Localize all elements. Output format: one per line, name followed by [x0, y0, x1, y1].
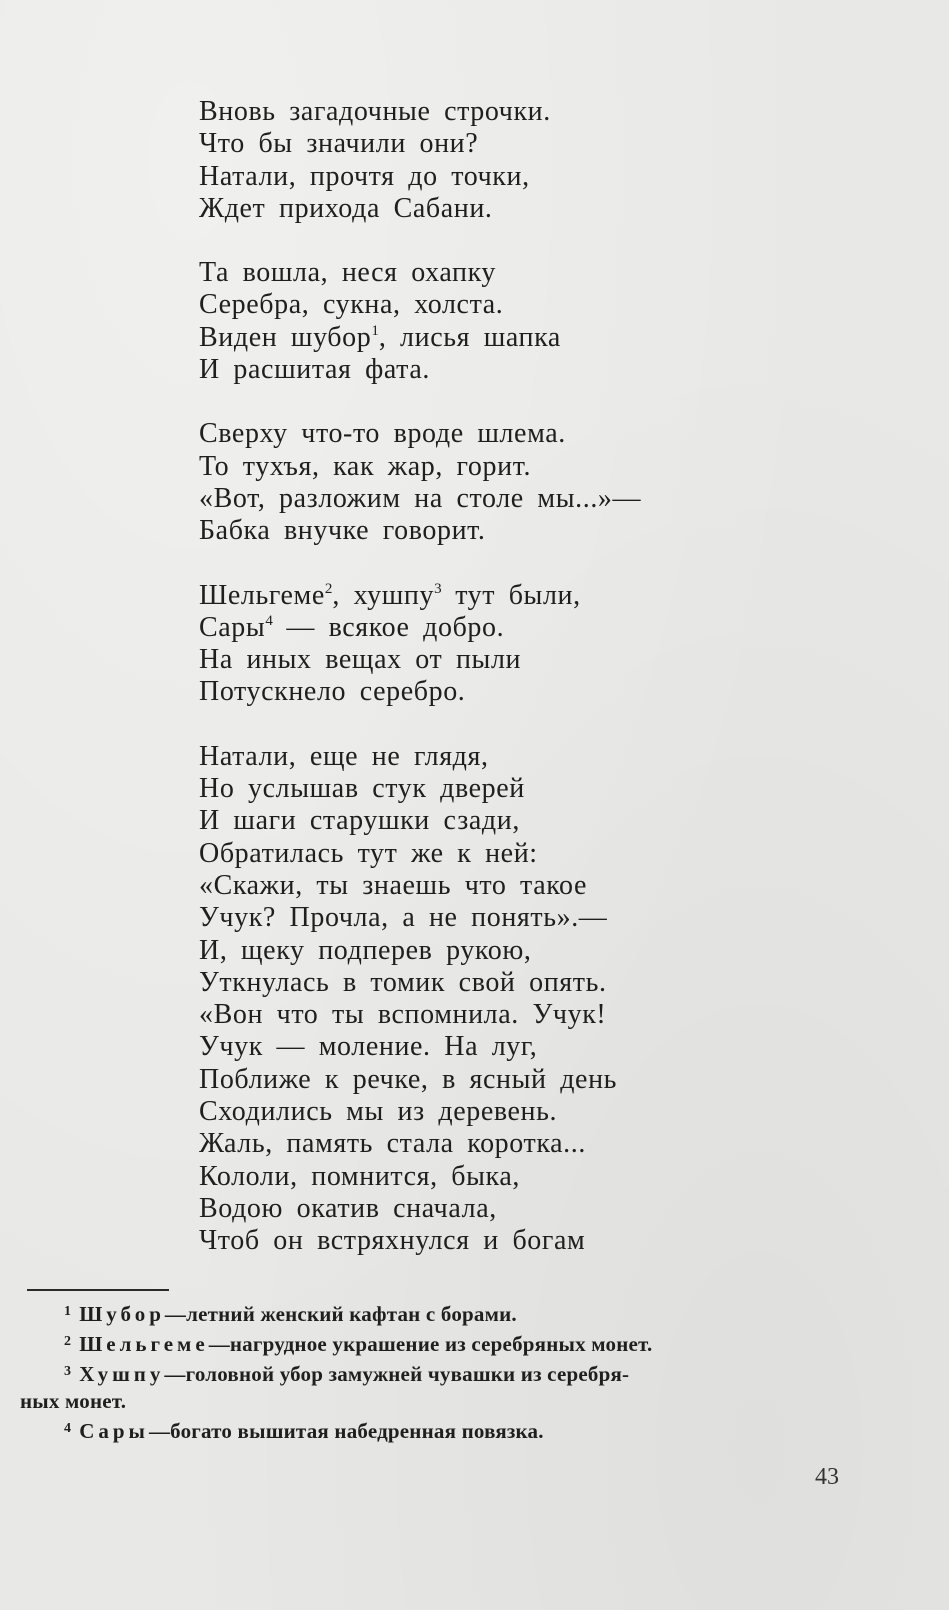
poem-line: Вновь загадочные строчки. — [199, 96, 551, 127]
footnote-1 — [20, 1298, 860, 1328]
poem-line — [199, 322, 759, 354]
poem-line: Ждет прихода Сабани. — [199, 192, 493, 224]
poem-line-text: , хушпу — [332, 579, 435, 611]
poem-line-text: Виден шубор — [199, 321, 372, 353]
poem-line-text: Шельгеме — [199, 579, 325, 611]
poem-line: И шаги старушки сзади, — [199, 805, 520, 837]
poem-line-text: тут были, — [441, 579, 581, 611]
footnote-marker: 2 — [324, 580, 333, 597]
stanza-3 — [199, 418, 759, 547]
poem-line: Чтоб он встряхнулся и богам — [199, 1225, 586, 1257]
stanza-4 — [199, 580, 759, 709]
poem-line: Уткнулась в томик свой опять. — [199, 966, 607, 998]
poem-line: «Скажи, ты знаешь что такое — [199, 869, 587, 901]
poem-line: Натали, еще не глядя, — [199, 740, 489, 772]
footnote-number: 1 — [64, 1304, 72, 1319]
poem-line: «Вон что ты вспомнила. Учук! — [199, 999, 607, 1031]
poem-line-text: , лисья шапка — [378, 321, 561, 353]
poem-line: Что бы значили они? — [199, 128, 479, 160]
stanza-1 — [199, 96, 759, 225]
poem-line: Бабка внучке говорит. — [199, 515, 486, 547]
poem-line: То тухъя, как жар, горит. — [199, 450, 532, 482]
poem-line: Но услышав стук дверей — [199, 773, 525, 805]
footnote-term: Хушпу — [79, 1362, 165, 1386]
stanza-5 — [199, 741, 759, 1258]
poem-line: Обратилась тут же к ней: — [199, 837, 538, 869]
poem-line: Серебра, сукна, холста. — [199, 289, 504, 321]
footnote-term: Сары — [79, 1419, 149, 1443]
footnote-marker: 1 — [371, 322, 379, 339]
poem-line: Сходились мы из деревень. — [199, 1096, 558, 1128]
footnote-term: Шубор — [79, 1302, 165, 1326]
poem-line: И расшитая фата. — [199, 354, 430, 386]
poem-line: Учук? Прочла, а не понять».— — [199, 902, 608, 934]
page-number: 43 — [815, 1464, 839, 1490]
poem-line: «Вот, разложим на столе мы...»— — [199, 482, 642, 514]
footnote-number: 2 — [64, 1334, 72, 1349]
poem-line: Поближе к речке, в ясный день — [199, 1063, 618, 1095]
footnote-marker: 3 — [434, 580, 442, 597]
footnote-4 — [20, 1415, 860, 1445]
footnote-text: —нагрудное украшение из серебряных монет. — [208, 1332, 653, 1356]
footnote-text: —летний женский кафтан с борами. — [164, 1302, 517, 1326]
poem-line-text: — всякое добро. — [272, 611, 505, 643]
poem-line: Водою окатив сначала, — [199, 1192, 497, 1224]
footnote-divider — [27, 1289, 169, 1291]
poem-line: Натали, прочтя до точки, — [199, 160, 530, 192]
footnote-3 — [20, 1358, 860, 1388]
poem-line: Учук — моление. На луг, — [199, 1031, 538, 1063]
poem-line-text: Сары — [199, 611, 266, 643]
poem-line: Та вошла, неся охапку — [199, 257, 497, 289]
footnote-term: Шельгеме — [79, 1332, 209, 1356]
footnote-number: 4 — [64, 1421, 72, 1436]
poem-line: Сверху что-то вроде шлема. — [199, 418, 566, 450]
poem-line — [199, 580, 759, 612]
poem-line: Жаль, память стала коротка... — [199, 1128, 586, 1160]
footnote-text: —богато вышитая набедренная повязка. — [148, 1419, 544, 1443]
poem-line: На иных вещах от пыли — [199, 644, 522, 676]
footnote-2 — [20, 1328, 860, 1358]
footnotes — [20, 1298, 860, 1445]
poem-line: И, щеку подперев рукою, — [199, 934, 532, 966]
poem-line — [199, 612, 759, 644]
poem-line: Кололи, помнится, быка, — [199, 1160, 520, 1192]
stanza-2 — [199, 257, 759, 386]
poem-line: Потускнело серебро. — [199, 676, 466, 708]
footnote-3-continuation: ных монет. — [20, 1389, 127, 1413]
poem — [199, 96, 759, 1258]
footnote-number: 3 — [64, 1364, 72, 1379]
footnote-text: —головной убор замужней чувашки из серебря- — [164, 1362, 630, 1386]
footnote-marker: 4 — [265, 612, 273, 629]
